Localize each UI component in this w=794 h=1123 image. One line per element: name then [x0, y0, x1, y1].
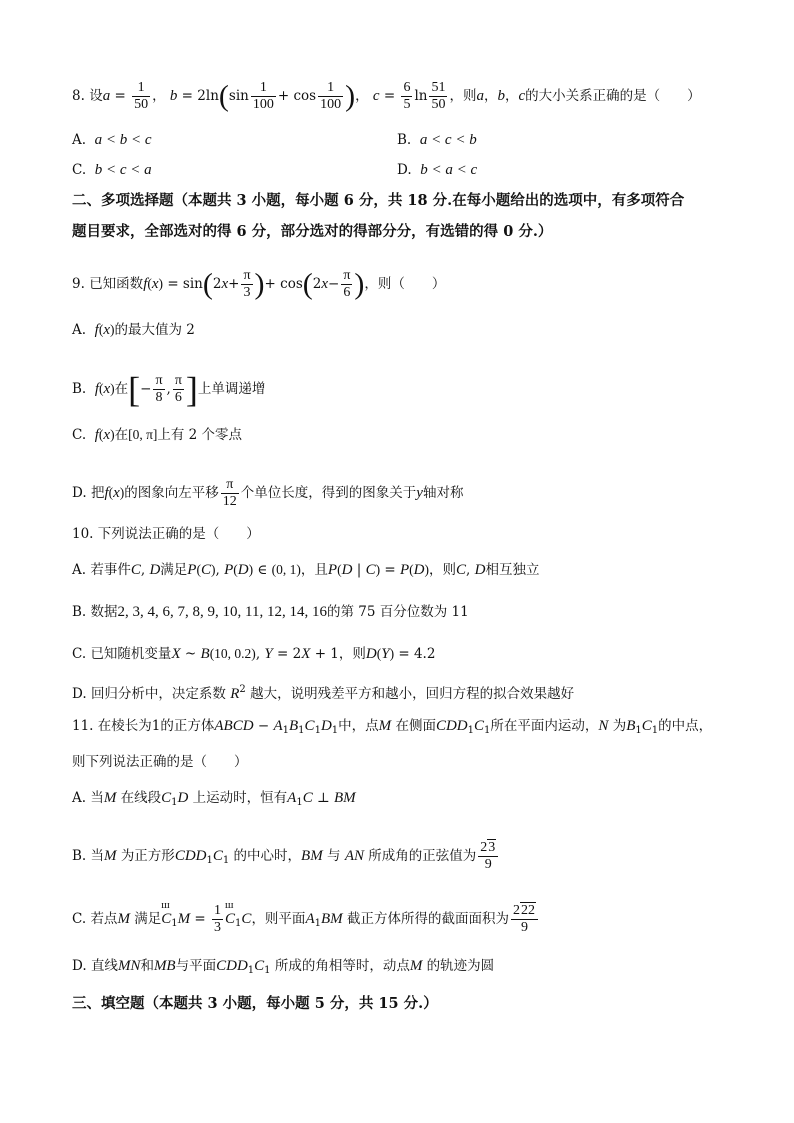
- q11-option-a: A. 当M 在线段$C_1D$ 上运动时，恒有$A_1C$ ⊥ BM: [72, 790, 356, 808]
- section2-heading-cont: 题目要求，全部选对的得 6 分，部分选对的得部分分，有选错的得 0 分.）: [72, 223, 553, 240]
- q9-option-d: D. 把f(x)的图象向左平移 $\frac{\pi}{12}$ 个单位长度，得到的图象关于y轴对称: [72, 477, 464, 509]
- q8-mid: ，则: [449, 88, 477, 104]
- q8-option-b-expr: a < c < b: [419, 132, 477, 148]
- q11-stem: 11. 在棱长为1的正方体ABCD − $A_1B_1C_1D_1$中，点M 在侧面$CDD_1C_1$所在平面内运动，N 为$B_1C_1$的中点，: [72, 718, 713, 736]
- q11-option-c: C. 若点M 满足ш $C_1M$ = $\frac{1}{3}$ ш $C_1C$，则平面$A_1BM$ 截正方体所得的截面面积为 $\frac{222}{9}$: [72, 903, 540, 936]
- q8-stem: 8. 设a = $\frac{1}{50}$ ， b = 2ln(sin $\frac{1}{100}$ + cos $\frac{1}{100}$ )， c = $\frac{6}{5}$ ln $\frac{51}{50}$ ，则a，b，c的大小关系正确的是（ ）: [72, 79, 701, 113]
- q9-option-a: A. f(x)的最大值为 2: [72, 322, 195, 338]
- q8-lead: 设: [89, 88, 103, 104]
- q8-option-c: C. b < c < a: [72, 162, 152, 178]
- q8-option-d: D. b < a < c: [397, 162, 478, 178]
- q10-option-d: D. 回归分析中，决定系数 $R^2$ 越大，说明残差平方和越小，回归方程的拟合效果越好: [72, 684, 575, 702]
- section2-heading: 二、多项选择题（本题共 3 小题，每小题 6 分，共 18 分.在每小题给出的选项中，有多项符合: [72, 192, 685, 209]
- q10-stem: 10. 下列说法正确的是（ ）: [72, 526, 260, 542]
- section3-heading: 三、填空题（本题共 3 小题，每小题 5 分，共 15 分.）: [72, 995, 438, 1012]
- q8-option-a: A. a < b < c: [72, 132, 152, 148]
- q11-option-d: D. 直线MN和MB与平面$CDD_1C_1$ 所成的角相等时，动点M 的轨迹为圆: [72, 958, 495, 976]
- q8-option-a-expr: a < b < c: [94, 132, 152, 148]
- q9-option-c: C. f(x)在[0, π]上有 2 个零点: [72, 427, 243, 443]
- q8-option-d-expr: b < a < c: [420, 162, 478, 178]
- q10-option-c: C. 已知随机变量X ~ B(10, 0.2), Y = 2X + 1，则D(Y) = 4.2: [72, 646, 436, 662]
- q10-option-a: A. 若事件C, D满足P(C), P(D) ∈ (0, 1)，且P(D | C) = P(D)，则C, D相互独立: [72, 562, 540, 578]
- q11-stem-cont: 则下列说法正确的是（ ）: [72, 754, 248, 770]
- fraction: $\frac{1}{50}$: [134, 80, 149, 112]
- q11-option-b: B. 当M 为正方形$CDD_1C_1$ 的中心时，BM 与 AN 所成角的正弦值为 $\frac{23}{9}$: [72, 840, 500, 873]
- q9-option-b: B. f(x)在[− $\frac{\pi}{8}$ , $\frac{\pi}{6}$ ]上单调递增: [72, 369, 266, 410]
- q8-option-b: B. a < c < b: [397, 132, 477, 148]
- q8-number: 8.: [72, 88, 85, 104]
- q10-option-b: B. 数据2, 3, 4, 6, 7, 8, 9, 10, 11, 12, 14, 16的第 75 百分位数为 11: [72, 604, 469, 620]
- q8-option-c-expr: b < c < a: [94, 162, 152, 178]
- q9-stem: 9. 已知函数f(x) = sin(2x+ $\frac{\pi}{3}$ )+ cos(2x− $\frac{\pi}{6}$ )，则（ ）: [72, 267, 446, 301]
- q8-tail: 的大小关系正确的是（ ）: [525, 88, 701, 104]
